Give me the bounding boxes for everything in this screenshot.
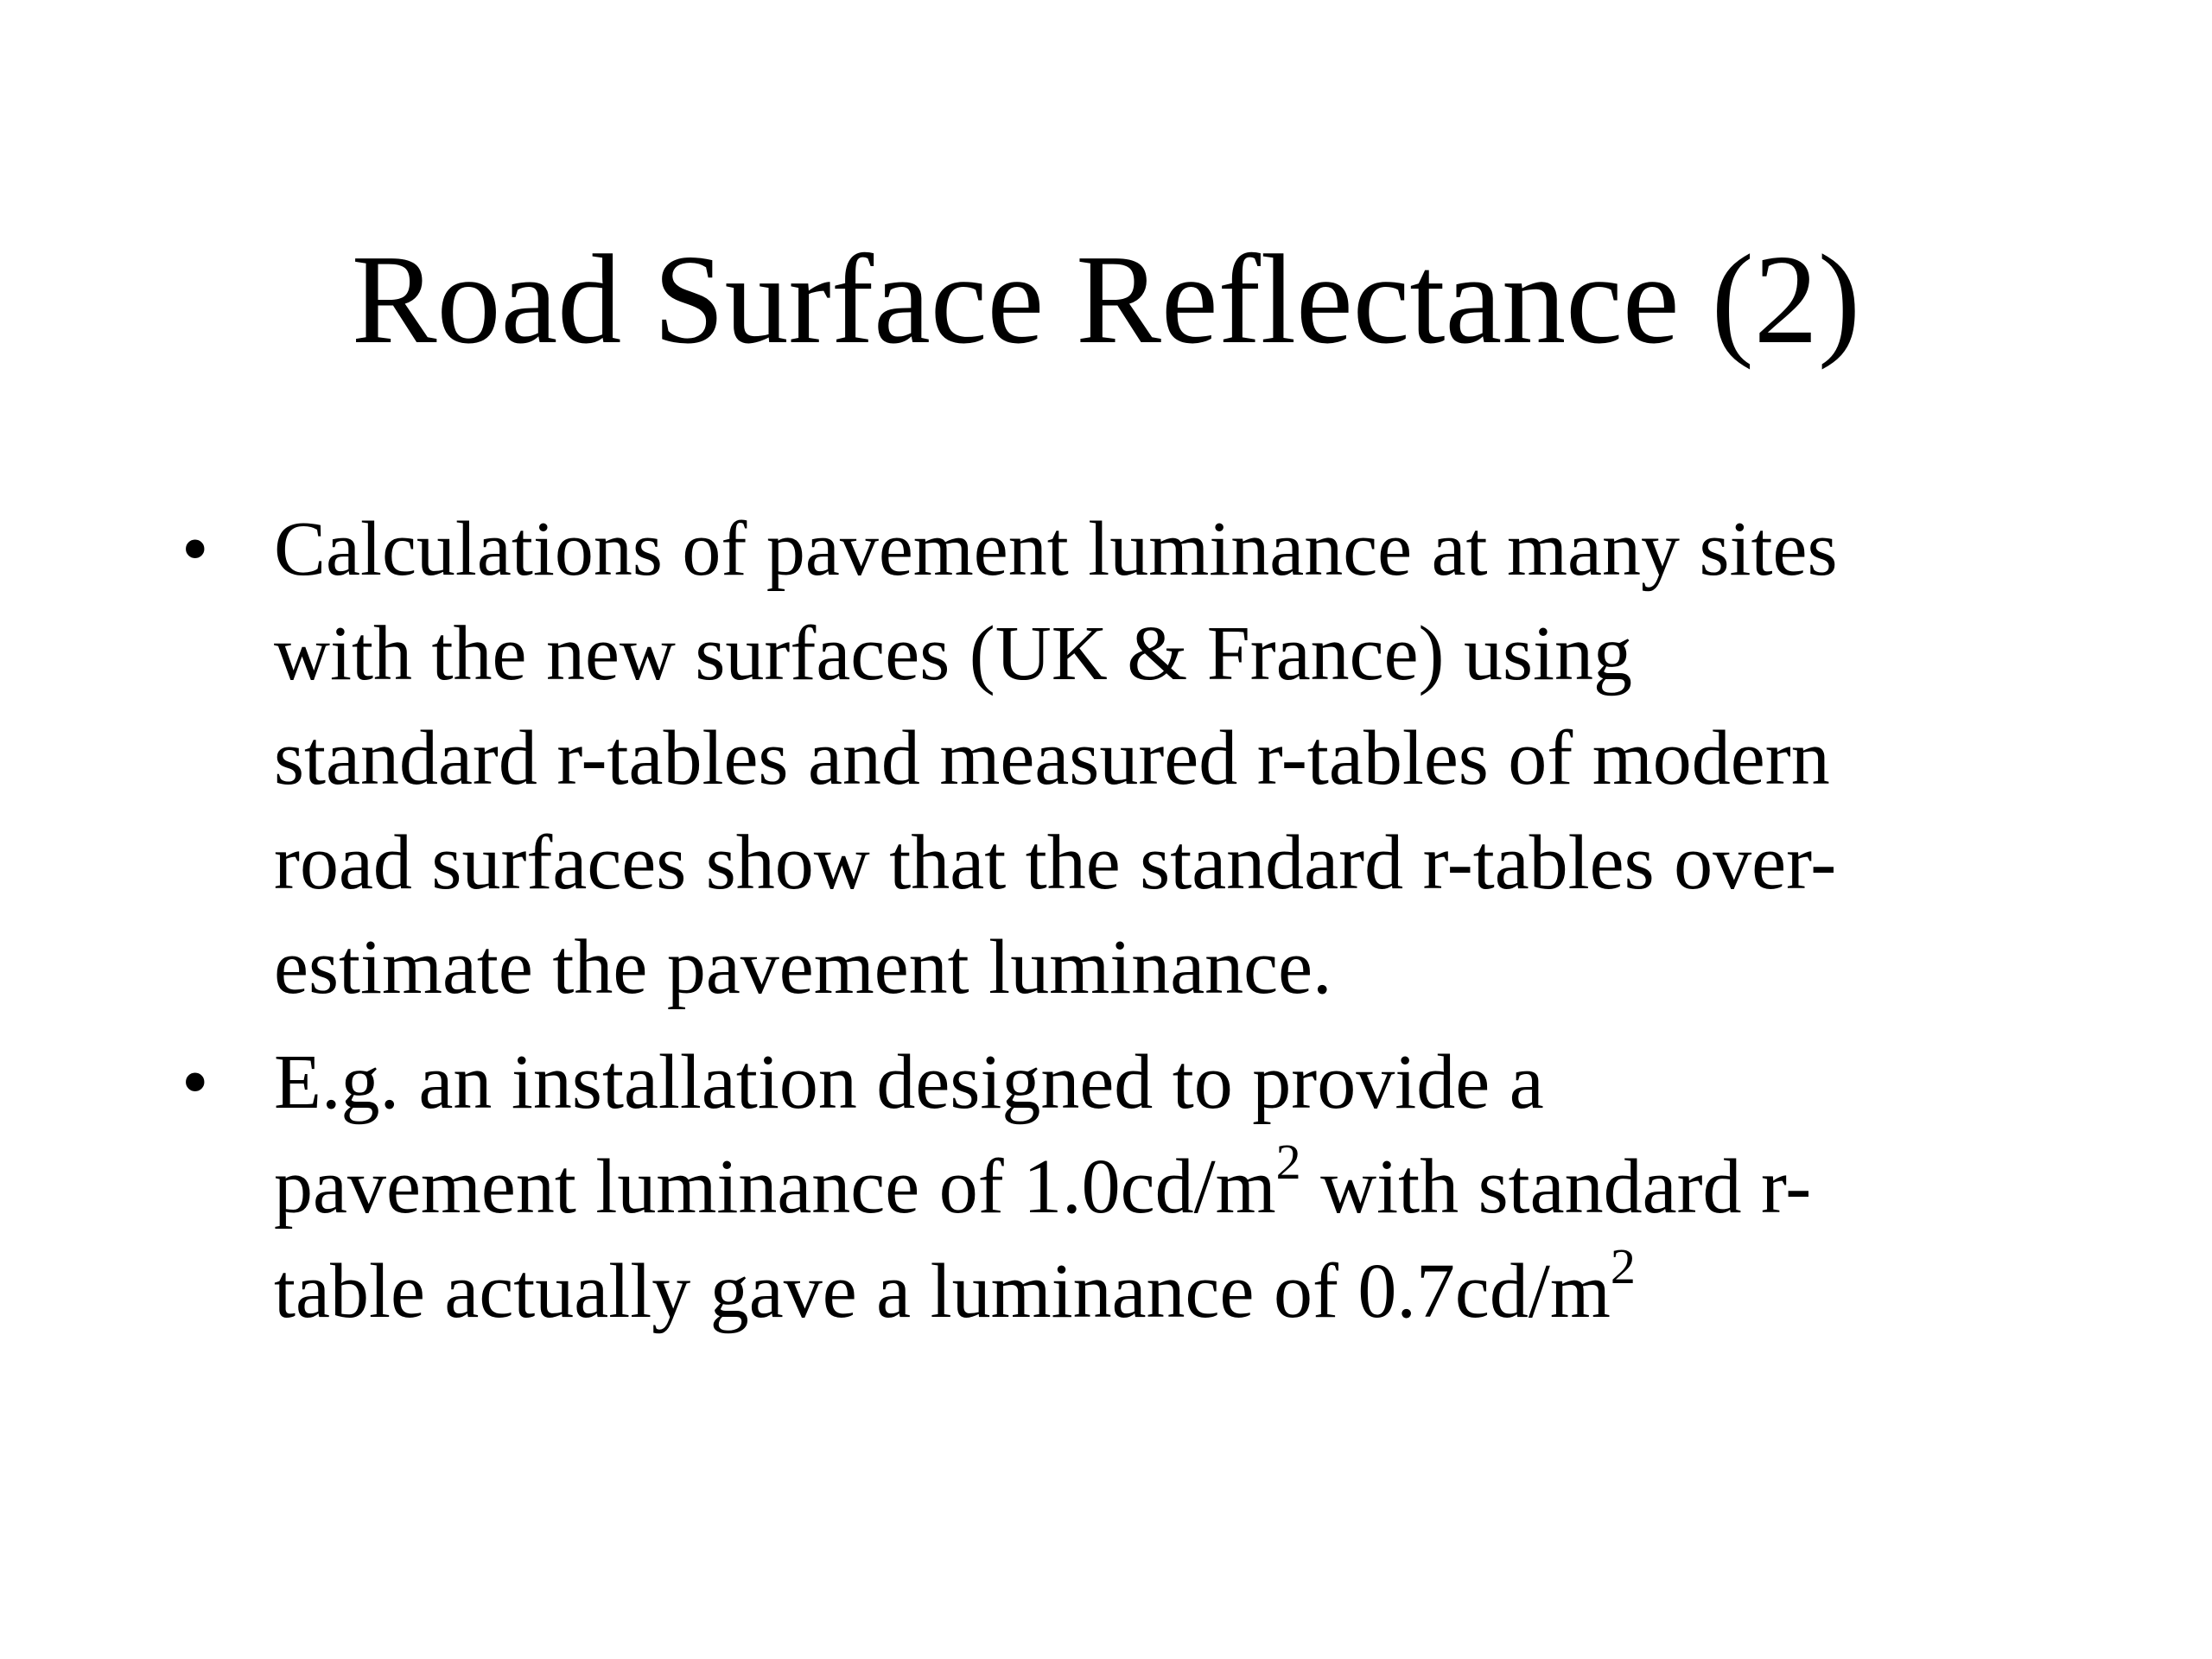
bullet-text-line — [274, 1239, 2056, 1344]
bullet-text-line: Calculations of pavement luminance at many sites — [274, 506, 1838, 592]
text-run: pavement luminance of 1.0cd/m — [274, 1144, 1276, 1230]
bullet-text-line: E.g. an installation designed to provide a — [274, 1039, 1544, 1125]
bullet-marker: • — [181, 506, 209, 592]
bullet-text-line: estimate the pavement luminance. — [274, 925, 1332, 1010]
superscript: 2 — [1275, 1134, 1301, 1190]
bullet-text-line: road surfaces show that the standard r-tables over- — [274, 820, 1837, 906]
slide-title: Road Surface Reflectance (2) — [351, 229, 1861, 371]
bullet-marker: • — [181, 1039, 209, 1125]
bullet-text-line: standard r-tables and measured r-tables of modern — [274, 715, 1830, 801]
text-run: with standard r- — [1300, 1144, 1812, 1230]
bullet-text-line: with the new surfaces (UK & France) using — [274, 611, 1633, 696]
text-run: table actually gave a luminance of 0.7cd/m — [274, 1249, 1611, 1334]
bullet-item — [181, 1030, 2056, 1344]
bullet-item — [181, 497, 2056, 1020]
superscript: 2 — [1610, 1238, 1636, 1294]
bullet-list — [181, 497, 2056, 1354]
bullet-text-line — [274, 1135, 2056, 1239]
